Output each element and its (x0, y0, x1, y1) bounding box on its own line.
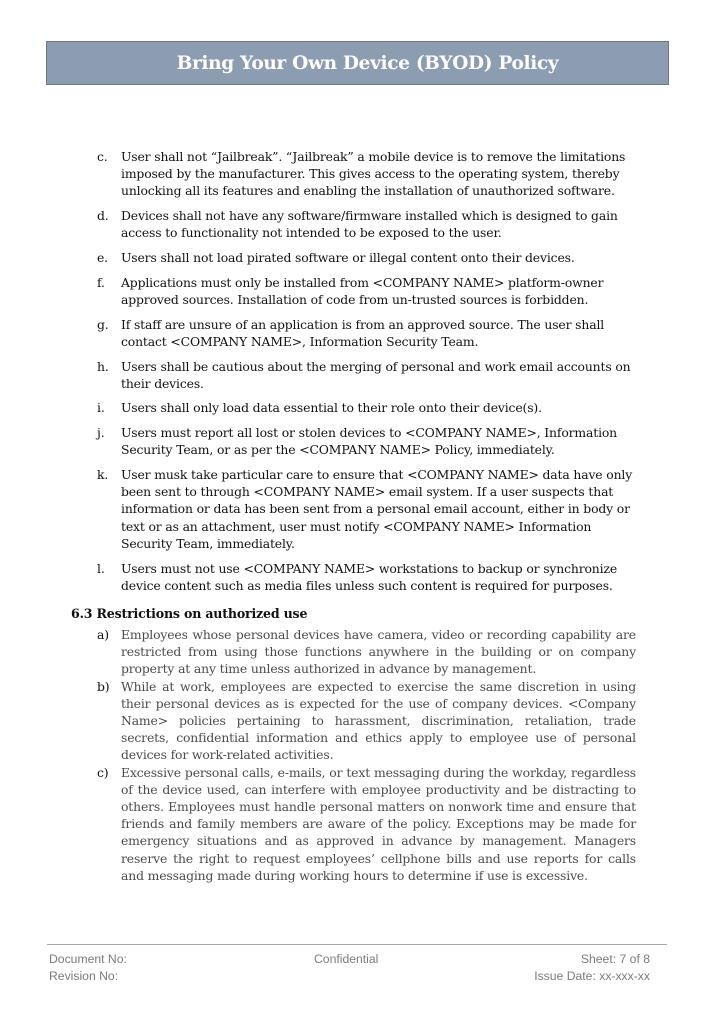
issue-date: Issue Date: xx-xxx-xx (534, 968, 650, 983)
list-marker: a) (97, 627, 109, 642)
list-item-text: User musk take particular care to ensure that <COMPANY NAME> data have only been sent to through <COMPANY NAME> email system. If a user suspects that information or data has been sent from a personal email account, either in body or text or as an attachment, user must notify <COMPANY NAME> Information Security Team, immediately. (121, 467, 633, 551)
list-item-text: Applications must only be installed from <COMPANY NAME> platform-owner approved sources. Installation of code from un-trusted sources is forbidden. (121, 274, 604, 307)
list-item-text: Devices shall not have any software/firmware installed which is designed to gain access to functionality not intended to be exposed to the user. (121, 208, 618, 241)
list-item (97, 424, 642, 458)
list-marker: g. (97, 316, 109, 332)
list-item-text: If staff are unsure of an application is from an approved source. The user shall contact <COMPANY NAME>, Information Security Team. (121, 316, 605, 349)
list-marker: k. (97, 467, 109, 483)
list-item (97, 466, 642, 552)
list-item-text: While at work, employees are expected to exercise the same discretion in using their personal devices as is expected for the use of company devices. <Company Name> policies pertaining to harassment, discrimination, retaliation, trade secrets, confidential information and ethics apply to employee use of personal devices for work-related activities. (121, 678, 636, 763)
list-item (97, 560, 642, 594)
section-heading: 6.3 Restrictions on authorized use (71, 606, 308, 621)
list-marker: b) (97, 678, 110, 694)
list-marker: e. (97, 250, 108, 266)
list-marker: c. (97, 149, 108, 164)
list-item (97, 148, 642, 200)
restrictions-list (97, 626, 636, 884)
document-title: Bring Your Own Device (BYOD) Policy (176, 52, 559, 74)
footer-divider (47, 944, 667, 945)
list-item-text: Users shall only load data essential to their role onto their device(s). (121, 400, 542, 416)
list-item-text: Excessive personal calls, e-mails, or text messaging during the workday, regardless of the device used, can interfere with employee productivity and be distracting to others. Employees must handle personal matters on nonwork time and ensure that friends and family members are aware of the policy. Exceptions may be made for emergency situations and as approved in advance by management. Managers reserve the right to request employees’ cellphone bills and use reports for calls and messaging made during working hours to determine if use is excessive. (121, 764, 636, 883)
list-marker: i. (97, 400, 105, 416)
title-banner (46, 41, 669, 85)
list-marker: j. (97, 425, 105, 441)
list-item-text: Users shall be cautious about the merging of personal and work email accounts on their devices. (121, 358, 631, 391)
list-marker: c) (97, 764, 109, 780)
list-item (97, 274, 642, 308)
list-marker: h. (97, 358, 109, 374)
list-item-text: Employees whose personal devices have camera, video or recording capability are restricted from using those functions anywhere in the building or on company property at any time unless authorized in advance by management. (121, 627, 636, 677)
list-item (97, 678, 636, 764)
revision-number-label: Revision No: (49, 968, 119, 983)
list-item-text: Users must not use <COMPANY NAME> workstations to backup or synchronize device content such as media files unless such content is required for purposes. (121, 560, 617, 593)
list-marker: f. (97, 274, 105, 290)
document-number-label: Document No: (49, 952, 127, 966)
list-item-text: User shall not “Jailbreak”. “Jailbreak” a mobile device is to remove the limitations imposed by the manufacturer. This gives access to the operating system, thereby unlocking all its features and enabling the installation of unauthorized software. (121, 149, 626, 199)
list-item (97, 399, 642, 416)
list-item (97, 316, 642, 350)
list-item-text: Users must report all lost or stolen devices to <COMPANY NAME>, Information Security Team, or as per the <COMPANY NAME> Policy, immediately. (121, 425, 618, 458)
page-footer (49, 951, 650, 984)
classification-label: Confidential (314, 952, 379, 966)
list-marker: l. (97, 560, 105, 576)
rules-list (97, 148, 642, 601)
list-item-text: Users shall not load pirated software or illegal content onto their devices. (121, 250, 575, 266)
list-item (97, 249, 642, 266)
list-item (97, 358, 642, 392)
list-item (97, 764, 636, 884)
sheet-number: Sheet: 7 of 8 (580, 952, 650, 966)
list-item (97, 626, 636, 678)
list-marker: d. (97, 208, 109, 224)
list-item (97, 207, 642, 241)
